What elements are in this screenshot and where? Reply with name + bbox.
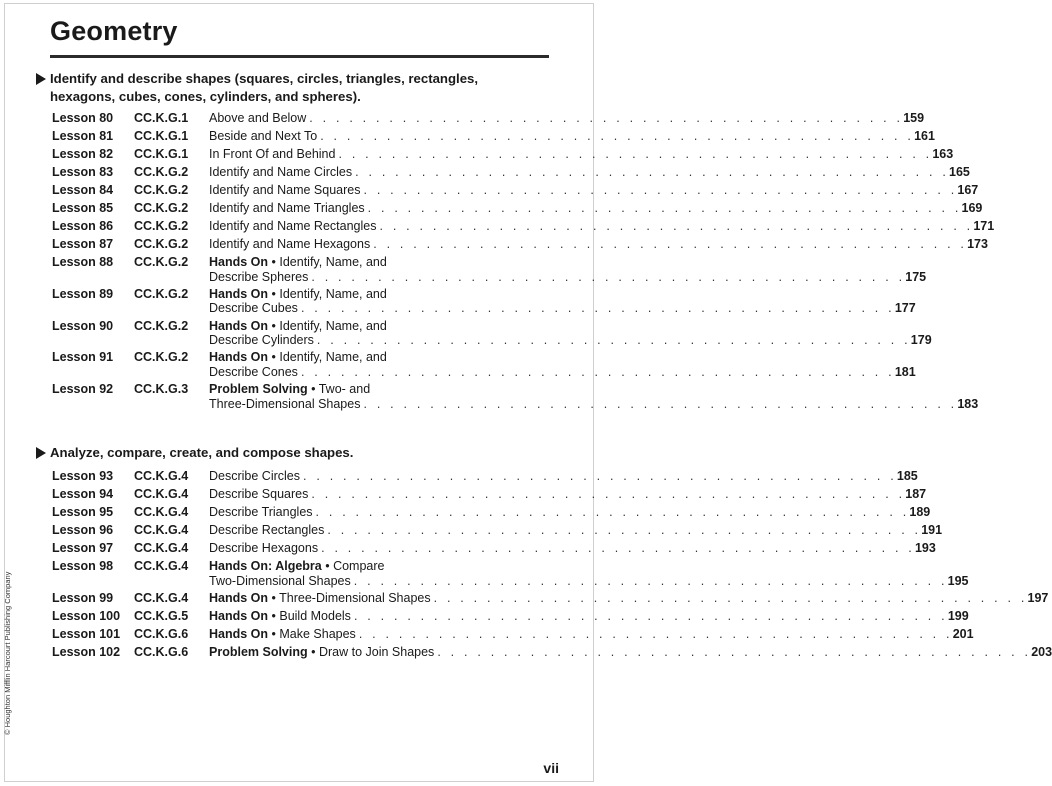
standard-code: CC.K.G.4: [134, 523, 189, 537]
lesson-title-text: Describe Triangles: [209, 505, 313, 519]
standard-code: CC.K.G.2: [134, 237, 189, 251]
page-ref: 183: [957, 396, 979, 411]
page-ref: 181: [894, 364, 916, 379]
section-heading-text: Analyze, compare, create, and compose shapes.: [50, 445, 354, 460]
lesson-title: [209, 111, 925, 126]
page-ref: 179: [910, 333, 932, 348]
lesson-number: Lesson 84: [52, 183, 114, 197]
dot-leader: . . . . . . . . . . . . . . . . . . . . . . . . . . . . . . . . . . . . . . . . . . . . .: [355, 165, 950, 179]
standard-code: CC.K.G.2: [134, 255, 189, 269]
page-ref: 175: [905, 269, 927, 284]
page-ref: 195: [947, 573, 969, 588]
lesson-type: Hands On: [209, 626, 269, 641]
dot-leader: . . . . . . . . . . . . . . . . . . . . . . . . . . . . . . . . . . . . . . . . . . . . .: [338, 147, 933, 161]
standard-code: CC.K.G.1: [134, 129, 189, 143]
lesson-number: Lesson 90: [52, 318, 114, 333]
page-ref: 177: [894, 301, 916, 316]
dot-leader: . . . . . . . . . . . . . . . . . . . . . . . . . . . . . . . . . . . . . . . . . . . . .: [300, 301, 895, 316]
dot-leader: . . . . . . . . . . . . . . . . . . . . . . . . . . . . . . . . . . . . . . . . . . . . .: [353, 573, 948, 588]
page-ref: 171: [973, 219, 995, 233]
lesson-number: Lesson 81: [52, 129, 114, 143]
lesson-title: [209, 541, 936, 556]
lesson-type: Problem Solving: [209, 382, 308, 397]
standard-code: CC.K.G.2: [134, 286, 189, 301]
lesson-title-text: • Compare: [321, 559, 385, 573]
dot-leader: . . . . . . . . . . . . . . . . . . . . . . . . . . . . . . . . . . . . . . . . . . . . .: [373, 237, 968, 251]
standard-code: CC.K.G.5: [134, 608, 189, 623]
page-ref: 161: [914, 129, 935, 143]
lesson-title-text: Above and Below: [209, 111, 307, 125]
lesson-title-text: Describe Rectangles: [209, 523, 325, 537]
bullet-arrow-icon: [36, 447, 46, 459]
lesson-title: [209, 147, 954, 162]
dot-leader: . . . . . . . . . . . . . . . . . . . . . . . . . . . . . . . . . . . . . . . . . . . . .: [311, 269, 906, 284]
lesson-title: [209, 608, 969, 624]
page-ref: 167: [957, 183, 979, 197]
lesson-title-text: Two-Dimensional Shapes: [209, 573, 351, 588]
dot-leader: . . . . . . . . . . . . . . . . . . . . . . . . . . . . . . . . . . . . . . . . . . . . .: [311, 487, 906, 501]
lesson-number: Lesson 95: [52, 505, 114, 519]
lesson-title-text: • Build Models: [268, 608, 351, 623]
lesson-title: [209, 350, 916, 379]
dot-leader: . . . . . . . . . . . . . . . . . . . . . . . . . . . . . . . . . . . . . . . . . . . . .: [303, 469, 897, 483]
lesson-title-text: • Make Shapes: [268, 626, 356, 641]
lesson-title-text: In Front Of and Behind: [209, 147, 336, 161]
lesson-title-text: • Identify, Name, and: [268, 286, 387, 301]
page-ref: 169: [961, 201, 983, 215]
title-rule: [50, 55, 549, 58]
dot-leader: . . . . . . . . . . . . . . . . . . . . . . . . . . . . . . . . . . . . . . . . . . . . .: [358, 626, 953, 641]
standard-code: CC.K.G.4: [134, 541, 189, 555]
page-ref: 191: [921, 523, 943, 537]
lesson-title: [209, 165, 970, 180]
dot-leader: . . . . . . . . . . . . . . . . . . . . . . . . . . . . . . . . . . . . . . . . . . . . .: [309, 111, 904, 125]
page-ref: 187: [905, 487, 927, 501]
lesson-title: [209, 183, 979, 198]
lesson-title-text: Beside and Next To: [209, 129, 318, 143]
lesson-title-text: • Identify, Name, and: [268, 255, 387, 269]
lesson-number: Lesson 91: [52, 350, 114, 365]
lesson-title: [209, 255, 927, 284]
section-heading-text: Identify and describe shapes (squares, circles, triangles, rectangles, hexagons, cubes, cones, cylinders, and spheres).: [50, 71, 479, 104]
lesson-number: Lesson 88: [52, 255, 114, 269]
lesson-type: Hands On: [209, 608, 269, 623]
lesson-number: Lesson 82: [52, 147, 114, 161]
page-ref: 189: [909, 505, 931, 519]
lesson-title-text: Identify and Name Hexagons: [209, 237, 371, 251]
lesson-title: [209, 523, 943, 538]
page-ref: 197: [1027, 590, 1049, 605]
lesson-title: [209, 318, 932, 348]
lesson-number: Lesson 99: [52, 590, 114, 605]
standard-code: CC.K.G.2: [134, 219, 189, 233]
page-ref: 165: [949, 165, 970, 179]
lesson-number: Lesson 93: [52, 469, 114, 483]
standard-code: CC.K.G.1: [134, 147, 189, 161]
lesson-number: Lesson 101: [52, 626, 121, 641]
lesson-title: [209, 505, 931, 520]
lesson-title-text: • Draw to Join Shapes: [307, 644, 435, 659]
standard-code: CC.K.G.4: [134, 505, 189, 519]
standard-code: CC.K.G.2: [134, 183, 189, 197]
lesson-title-text: Describe Spheres: [209, 269, 309, 284]
lesson-number: Lesson 98: [52, 559, 114, 573]
lesson-type: Hands On: Algebra: [209, 559, 322, 573]
lesson-title-text: Identify and Name Squares: [209, 183, 361, 197]
page-number: vii: [543, 760, 559, 776]
lesson-title: [209, 129, 935, 144]
bullet-arrow-icon: [36, 73, 46, 85]
lesson-number: Lesson 89: [52, 286, 114, 301]
standard-code: CC.K.G.2: [134, 201, 189, 215]
lesson-title-text: Identify and Name Circles: [209, 165, 353, 179]
lesson-title-text: Three-Dimensional Shapes: [209, 396, 361, 411]
lesson-title: [209, 382, 979, 411]
lesson-title: [209, 469, 918, 484]
lesson-number: Lesson 97: [52, 541, 114, 555]
lesson-title: [209, 201, 983, 216]
standard-code: CC.K.G.6: [134, 644, 189, 659]
dot-leader: . . . . . . . . . . . . . . . . . . . . . . . . . . . . . . . . . . . . . . . . . . . . .: [379, 219, 974, 233]
page-ref: 163: [932, 147, 954, 161]
lesson-title-text: Describe Cylinders: [209, 333, 314, 348]
standard-code: CC.K.G.3: [134, 382, 189, 397]
lesson-title-text: Describe Squares: [209, 487, 309, 501]
lesson-title-text: • Identify, Name, and: [268, 350, 387, 365]
lesson-number: Lesson 80: [52, 111, 114, 125]
lesson-title-text: Identify and Name Rectangles: [209, 219, 377, 233]
dot-leader: . . . . . . . . . . . . . . . . . . . . . . . . . . . . . . . . . . . . . . . . . . . . .: [316, 333, 911, 348]
page-ref: 173: [967, 237, 988, 251]
standard-code: CC.K.G.2: [134, 350, 189, 365]
lesson-title: [209, 644, 1052, 660]
lesson-type: Hands On: [209, 286, 269, 301]
lesson-number: Lesson 96: [52, 523, 114, 537]
lesson-title: [209, 237, 988, 252]
lesson-title-text: • Three-Dimensional Shapes: [268, 590, 431, 605]
lesson-type: Hands On: [209, 590, 269, 605]
dot-leader: . . . . . . . . . . . . . . . . . . . . . . . . . . . . . . . . . . . . . . . . . . . . .: [300, 364, 895, 379]
lesson-type: Hands On: [209, 255, 269, 269]
lesson-title: [209, 219, 995, 234]
lesson-title-text: • Identify, Name, and: [268, 318, 387, 333]
lesson-type: Problem Solving: [209, 644, 308, 659]
lesson-number: Lesson 83: [52, 165, 114, 179]
dot-leader: . . . . . . . . . . . . . . . . . . . . . . . . . . . . . . . . . . . . . . . . . . . . .: [321, 541, 915, 555]
dot-leader: . . . . . . . . . . . . . . . . . . . . . . . . . . . . . . . . . . . . . . . . . . . . .: [315, 505, 910, 519]
lesson-title: [209, 626, 974, 642]
lesson-number: Lesson 87: [52, 237, 114, 251]
standard-code: CC.K.G.4: [134, 590, 189, 605]
lesson-title: [209, 559, 969, 588]
page-ref: 159: [903, 111, 925, 125]
standard-code: CC.K.G.4: [134, 559, 189, 573]
lesson-number: Lesson 102: [52, 644, 121, 659]
standard-code: CC.K.G.4: [134, 487, 189, 501]
lesson-title: [209, 286, 916, 316]
section-heading-2: [50, 444, 540, 462]
dot-leader: . . . . . . . . . . . . . . . . . . . . . . . . . . . . . . . . . . . . . . . . . . . . .: [437, 644, 1032, 659]
lesson-number: Lesson 85: [52, 201, 114, 215]
dot-leader: . . . . . . . . . . . . . . . . . . . . . . . . . . . . . . . . . . . . . . . . . . . . .: [367, 201, 962, 215]
lesson-title-text: Describe Hexagons: [209, 541, 319, 555]
standard-code: CC.K.G.2: [134, 318, 189, 333]
page-title: Geometry: [50, 16, 178, 46]
standard-code: CC.K.G.6: [134, 626, 189, 641]
page-ref: 199: [947, 608, 969, 623]
copyright-credit: © Houghton Mifflin Harcourt Publishing Company: [3, 571, 12, 735]
lesson-title: [209, 487, 927, 502]
standard-code: CC.K.G.4: [134, 469, 189, 483]
lesson-title: [209, 590, 1049, 606]
lesson-title-text: Describe Cubes: [209, 301, 298, 316]
dot-leader: . . . . . . . . . . . . . . . . . . . . . . . . . . . . . . . . . . . . . . . . . . . . .: [363, 396, 958, 411]
page-ref: 185: [896, 469, 918, 483]
lesson-title-text: Describe Circles: [209, 469, 300, 483]
page-ref: 193: [914, 541, 936, 555]
section-heading-1: [50, 70, 540, 106]
lesson-type: Hands On: [209, 350, 269, 365]
lesson-number: Lesson 94: [52, 487, 114, 501]
dot-leader: . . . . . . . . . . . . . . . . . . . . . . . . . . . . . . . . . . . . . . . . . . . . .: [433, 590, 1028, 605]
standard-code: CC.K.G.2: [134, 165, 189, 179]
dot-leader: . . . . . . . . . . . . . . . . . . . . . . . . . . . . . . . . . . . . . . . . . . . . .: [327, 523, 922, 537]
lesson-title-text: • Two- and: [307, 382, 371, 397]
dot-leader: . . . . . . . . . . . . . . . . . . . . . . . . . . . . . . . . . . . . . . . . . . . . .: [353, 608, 948, 623]
lesson-type: Hands On: [209, 318, 269, 333]
lesson-number: Lesson 100: [52, 608, 121, 623]
lesson-title-text: Identify and Name Triangles: [209, 201, 365, 215]
standard-code: CC.K.G.1: [134, 111, 189, 125]
page-ref: 203: [1031, 644, 1052, 659]
dot-leader: . . . . . . . . . . . . . . . . . . . . . . . . . . . . . . . . . . . . . . . . . . . . .: [363, 183, 958, 197]
page-ref: 201: [952, 626, 974, 641]
lesson-number: Lesson 92: [52, 382, 114, 397]
lesson-title-text: Describe Cones: [209, 364, 298, 379]
dot-leader: . . . . . . . . . . . . . . . . . . . . . . . . . . . . . . . . . . . . . . . . . . . . .: [320, 129, 915, 143]
lesson-number: Lesson 86: [52, 219, 114, 233]
